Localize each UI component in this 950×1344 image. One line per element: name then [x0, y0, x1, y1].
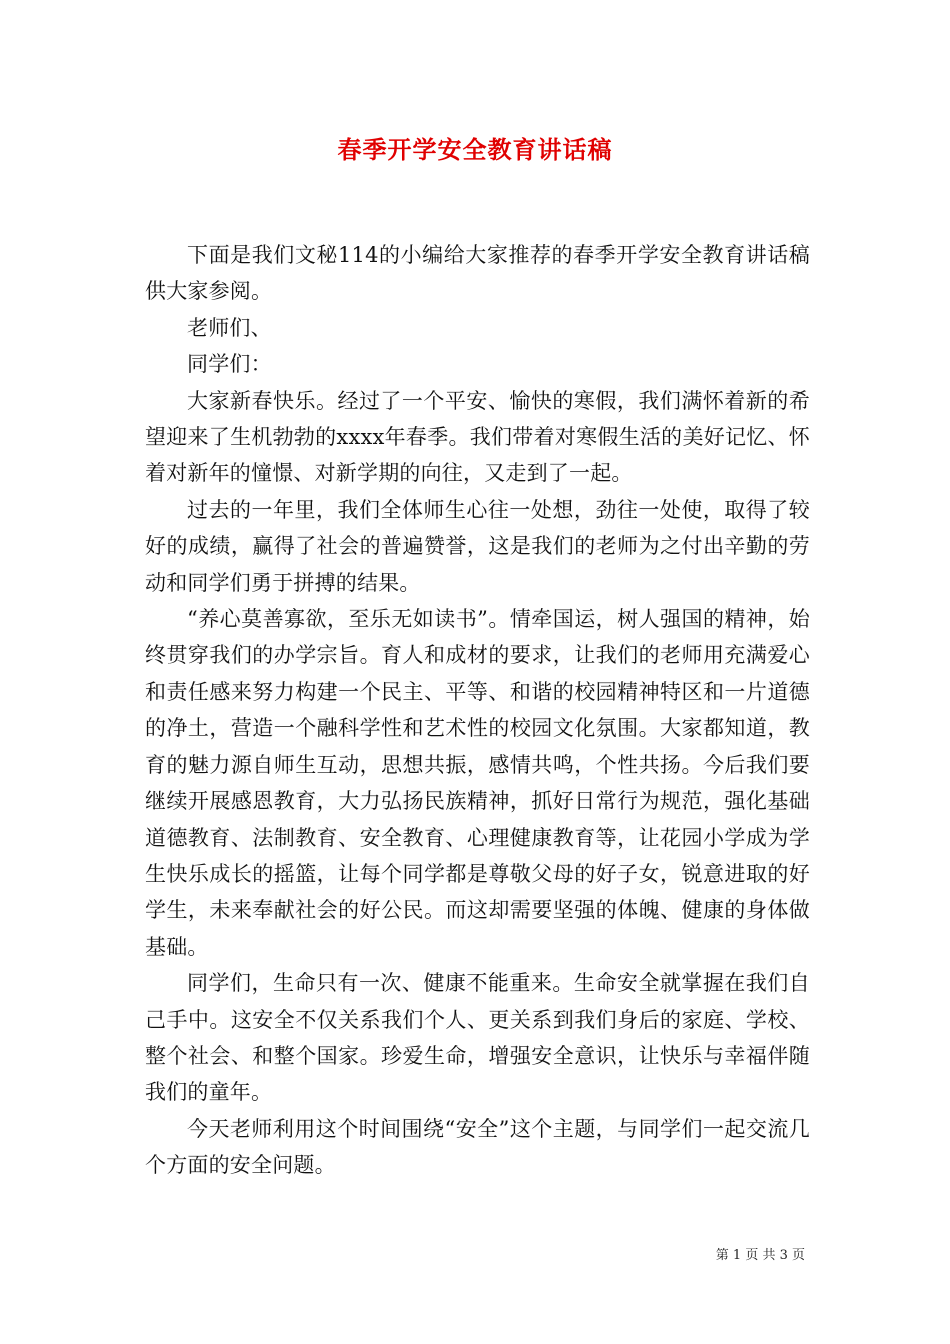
document-body	[145, 237, 810, 1184]
paragraph-past-year: 过去的一年里，我们全体师生心往一处想，劲往一处使，取得了较好的成绩，赢得了社会的普遍赞誉，这是我们的老师为之付出辛勤的劳动和同学们勇于拼搏的结果。	[145, 497, 810, 595]
document-title: 春季开学安全教育讲话稿	[337, 135, 613, 164]
paragraph-safety-topic: 今天老师利用这个时间围绕“安全”这个主题，与同学们一起交流几个方面的安全问题。	[145, 1116, 810, 1178]
page-number-footer: 第 1 页 共 3 页	[715, 1248, 805, 1263]
paragraph-salutation-teachers: 老师们、	[187, 315, 272, 340]
paragraph-intro: 下面是我们文秘114的小编给大家推荐的春季开学安全教育讲话稿供大家参阅。	[145, 243, 810, 304]
paragraph-education-philosophy: “养心莫善寡欲，至乐无如读书”。情牵国运，树人强国的精神，始终贯穿我们的办学宗旨。育人和成材的要求，让我们的老师用充满爱心和责任感来努力构建一个民主、平等、和谐的校园精神特区和一片道德的净土，营造一个融科学性和艺术性的校园文化氛围。大家都知道，教育的魅力源自师生互动，思想共振，感情共鸣，个性共扬。今后我们要继续开展感恩教育，大力弘扬民族精神，抓好日常行为规范，强化基础道德教育、法制教育、安全教育、心理健康教育等，让花园小学成为学生快乐成长的摇篮，让每个同学都是尊敬父母的好子女，锐意进取的好学生，未来奉献社会的好公民。而这却需要坚强的体魄、健康的身体做基础。	[145, 607, 810, 959]
paragraph-salutation-students: 同学们：	[187, 352, 272, 377]
paragraph-life-safety: 同学们，生命只有一次、健康不能重来。生命安全就掌握在我们自己手中。这安全不仅关系我们个人、更关系到我们身后的家庭、学校、整个社会、和整个国家。珍爱生命，增强安全意识，让快乐与幸福伴随我们的童年。	[145, 971, 810, 1105]
paragraph-new-year: 大家新春快乐。经过了一个平安、愉快的寒假，我们满怀着新的希望迎来了生机勃勃的xxxx年春季。我们带着对寒假生活的美好记忆、怀着对新年的憧憬、对新学期的向往，又走到了一起。	[145, 388, 810, 486]
